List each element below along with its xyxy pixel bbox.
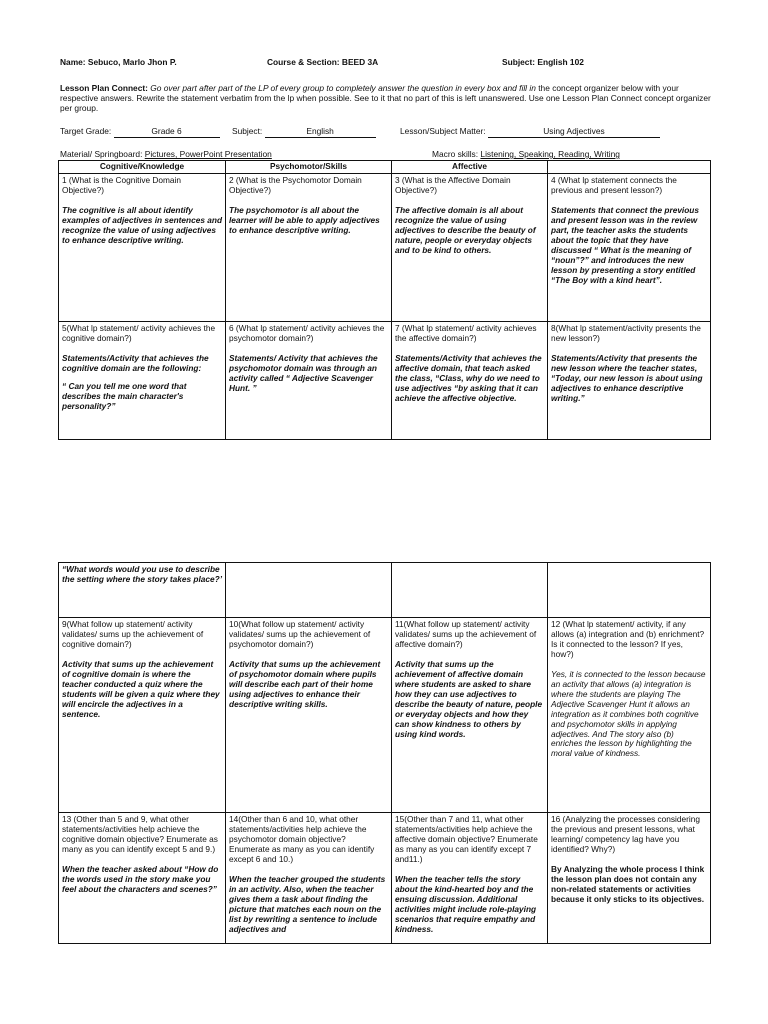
answer-11: Activity that sums up the achievement of affective domain where students are asked to share how they can use adjectives to describe the beauty of nature, people or everyday objects and how they can show kindness to others by using kind words.	[395, 658, 543, 739]
answer-13: When the teacher asked about “How do the words used in the story make you feel about the characters and scenes?”	[62, 863, 219, 894]
cell-14	[226, 813, 392, 944]
cell-13	[59, 813, 226, 944]
question-10: 10(What follow up statement/ activity validates/ sums up the achievement of psychomotor domain?)	[229, 619, 371, 649]
subject-header: Subject: English 102	[502, 57, 584, 67]
question-12: 12 (What lp statement/ activity, if any allows (a) integration and (b) enrichment? Is it connected to the lesson? If yes, how?)	[551, 619, 705, 659]
macro-skills-field	[432, 149, 620, 159]
answer-5-continued: “What words would you use to describe the setting where the story takes place?’	[62, 564, 222, 584]
answer-9: Activity that sums up the achievement of cognitive domain is where the teacher conducted a quiz where the students will be given a quiz where they will encircle the adjectives in a sentence.	[62, 658, 220, 719]
subject-label: Subject:	[232, 126, 263, 136]
student-name: Name: Sebuco, Marlo Jhon P.	[60, 57, 177, 67]
header-affective: Affective	[392, 161, 548, 174]
answer-12: Yes, it is connected to the lesson because an activity that allows (a) integration is where the students are playing The Adjective Scavenger Hunt it allows an integration as it combines both cognitive and psychomotor skills in applying adjectives. And The story also (b) enriches the lesson by highlighting the moral value of kindness.	[551, 668, 706, 759]
material-field	[60, 149, 272, 159]
question-2: 2 (What is the Psychomotor Domain Objective?)	[229, 175, 362, 195]
cell-10	[226, 618, 392, 813]
answer-5: Statements/Activity that achieves the cognitive domain are the following:	[62, 352, 209, 373]
answer-8: Statements/Activity that presents the new lesson where the teacher states,	[551, 352, 698, 373]
cell-continued	[59, 563, 226, 618]
instructions-paragraph	[60, 83, 715, 113]
cell-empty	[548, 563, 711, 618]
question-1: 1 (What is the Cognitive Domain Objective?)	[62, 175, 181, 195]
cell-empty	[392, 563, 548, 618]
cell-2	[226, 174, 392, 322]
answer-5-quote: “ Can you tell me one word that describes the main character's personality?”	[62, 380, 187, 411]
instructions-label: Lesson Plan Connect:	[60, 83, 148, 93]
header-row	[59, 161, 711, 174]
material-label: Material/ Springboard:	[60, 149, 143, 159]
table-row	[59, 322, 711, 440]
cell-5	[59, 322, 226, 440]
question-7: 7 (What lp statement/ activity achieves the affective domain?)	[395, 323, 537, 343]
cell-6	[226, 322, 392, 440]
target-grade-value: Grade 6	[114, 126, 220, 138]
answer-3: The affective domain is all about recognize the value of using adjectives to describe the beauty of nature, people or everyday objects and to be kind to others.	[395, 204, 536, 255]
answer-8-quote: “Today, our new lesson is about using adjectives to enhance descriptive writing.”	[551, 372, 703, 403]
macro-skills-label: Macro skills:	[432, 149, 479, 159]
lesson-matter-label: Lesson/Subject Matter:	[400, 126, 486, 136]
answer-6: Statements/ Activity that achieves the psychomotor domain was through an activity called “ Adjective Scavenger Hunt. ”	[229, 352, 378, 393]
table-row	[59, 813, 711, 944]
question-15: 15(Other than 7 and 11, what other statements/activities help achieve the affective domain objective? Enumerate as many as you can identify except 7 and11.)	[395, 814, 538, 864]
cell-15	[392, 813, 548, 944]
answer-1: The cognitive is all about identify examples of adjectives in sentences and recognize the value of using adjectives to enhance descriptive writing.	[62, 204, 223, 245]
answer-15: When the teacher tells the story about the kind-hearted boy and the ensuing discussion. Additional activities might include role-playing scenarios that require empathy and kindness.	[395, 873, 537, 934]
table-row	[59, 174, 711, 322]
question-4: 4 (What lp statement connects the previous and present lesson?)	[551, 175, 677, 195]
cell-11	[392, 618, 548, 813]
answer-10: Activity that sums up the achievement of psychomotor domain where pupils will describe each part of their home using adjectives to enhance their descriptive writing skills.	[229, 658, 381, 709]
header-psychomotor: Psychomotor/Skills	[226, 161, 392, 174]
answer-7: Statements/Activity that achieves the affective domain, that teach asked the class, “Class, why do we need to use adjectives “by asking that it can achieve the affective objective.	[395, 352, 542, 403]
question-16: 16 (Analyzing the processes considering the previous and present lessons, what learning/ competency lag have you identified? Why?)	[551, 814, 700, 854]
question-6: 6 (What lp statement/ activity achieves the psychomotor domain?)	[229, 323, 385, 343]
lesson-matter-field	[400, 126, 660, 138]
cell-empty	[226, 563, 392, 618]
answer-4: Statements that connect the previous and present lesson was in the review part, the teacher asks the students about the topic that they have discussed “ What is the meaning of “noun”?” and introduces the new lesson by presenting a story entitled “The Boy with a kind heart”.	[551, 204, 699, 285]
subject-value: English	[265, 126, 376, 138]
instructions-text: the concept organizer below with your respective answers. Rewrite the statement verbatim from the lp when possible. See to it that no part of this is left unanswered. Use one Lesson Plan Connect concept organizer per group.	[60, 83, 711, 114]
question-5: 5(What lp statement/ activity achieves the cognitive domain?)	[62, 323, 216, 343]
answer-2: The psychomotor is all about the learner will be able to apply adjectives to enhance descriptive writing.	[229, 204, 380, 235]
concept-organizer-table-2	[58, 562, 711, 944]
question-11: 11(What follow up statement/ activity validates/ sums up the achievement of affective domain?)	[395, 619, 537, 649]
header-blank	[548, 161, 711, 174]
table-row	[59, 563, 711, 618]
target-grade-label: Target Grade:	[60, 126, 112, 136]
material-value: Pictures, PowerPoint Presentation	[144, 149, 272, 159]
course-section: Course & Section: BEED 3A	[267, 57, 379, 67]
table-row	[59, 618, 711, 813]
question-3: 3 (What is the Affective Domain Objective?)	[395, 175, 511, 195]
target-grade-field	[60, 126, 220, 138]
subject-field	[232, 126, 376, 138]
answer-16: By Analyzing the whole process I think the lesson plan does not contain any non-related statements or activities because it only sticks to its objectives.	[551, 863, 705, 904]
cell-9	[59, 618, 226, 813]
cell-1	[59, 174, 226, 322]
question-8: 8(What lp statement/activity presents the new lesson?)	[551, 323, 701, 343]
question-14: 14(Other than 6 and 10, what other statements/activities help achieve the psychomotor domain objective? Enumerate as many as you can identify except 6 and 10.)	[229, 814, 375, 864]
cell-3	[392, 174, 548, 322]
lesson-matter-value: Using Adjectives	[488, 126, 660, 138]
header-cognitive: Cognitive/Knowledge	[59, 161, 226, 174]
cell-7	[392, 322, 548, 440]
cell-16	[548, 813, 711, 944]
instructions-italic: Go over part after part of the LP of every group to completely answer the question in every box and fill in	[147, 83, 536, 93]
cell-12	[548, 618, 711, 813]
question-13: 13 (Other than 5 and 9, what other statements/activities help achieve the cognitive domain objective? Enumerate as many as you can identify except 5 and 9.)	[62, 814, 218, 854]
question-9: 9(What follow up statement/ activity validates/ sums up the achievement of cognitive domain?)	[62, 619, 204, 649]
cell-8	[548, 322, 711, 440]
macro-skills-value: Listening, Speaking, Reading, Writing	[480, 149, 620, 159]
answer-14: When the teacher grouped the students in an activity. Also, when the teacher gives them a task about finding the picture that matches each noun on the list by rewriting a sentence to include adjectives and	[229, 873, 386, 934]
concept-organizer-table-1	[58, 160, 711, 440]
cell-4	[548, 174, 711, 322]
